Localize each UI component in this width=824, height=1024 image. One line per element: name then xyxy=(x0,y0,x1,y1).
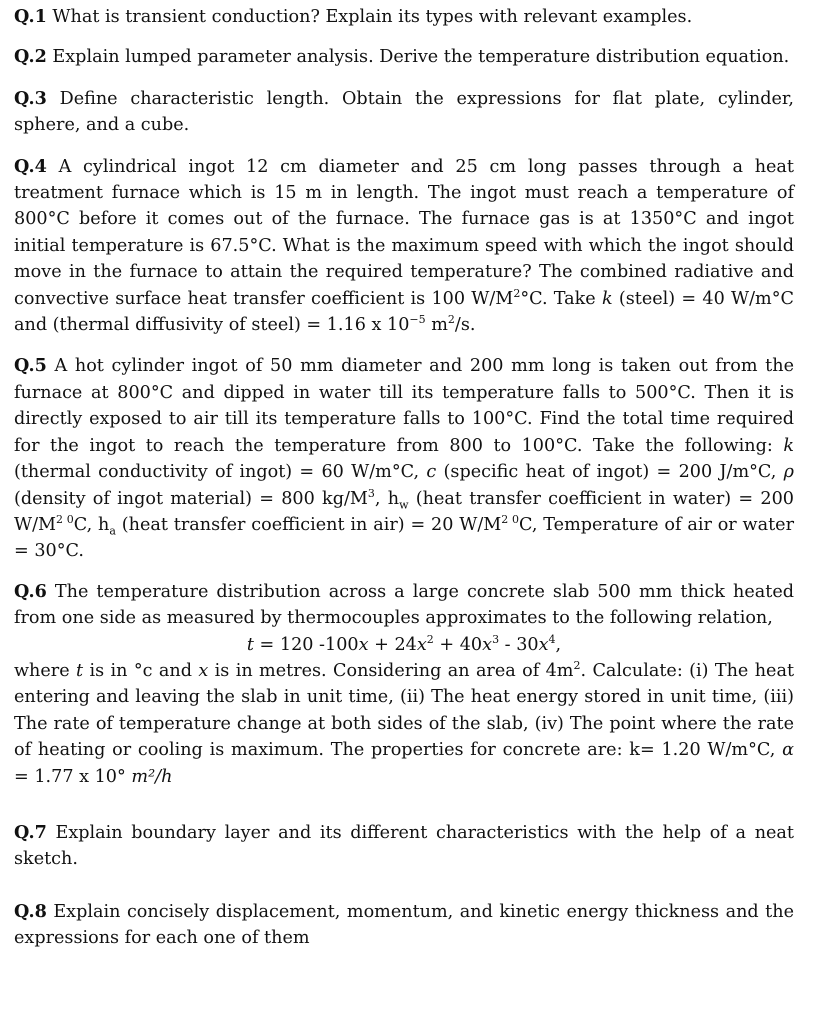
question-text: (heat transfer coefficient in air) = 20 W/M xyxy=(115,514,502,535)
question-text: , h xyxy=(374,488,400,509)
question-text: = 1.77 x 10° xyxy=(14,766,132,787)
symbol-k: k xyxy=(601,288,613,309)
question-text: °C. Take xyxy=(520,288,602,309)
question-1 xyxy=(14,4,794,30)
question-number: Q.3 xyxy=(14,87,47,109)
question-7 xyxy=(14,820,794,873)
symbol-x: x xyxy=(198,660,209,681)
question-text: C, h xyxy=(73,514,110,535)
question-text: C, Temperature of air or water = 30°C. xyxy=(14,514,794,562)
question-text: /s. xyxy=(454,315,476,336)
question-number: Q.7 xyxy=(14,821,47,843)
question-text: A hot cylinder ingot of 50 mm diameter and 200 mm long is taken out from the furnace at 800°C and dipped in water till its temperature falls to 500°C. Then it is directly exposed to air till its temperature falls to 100°C. Find the total time required for the ingot to reach the temperature from 800 to 100°C. Take the following: xyxy=(14,356,794,456)
question-text: The temperature distribution across a large concrete slab 500 mm thick heated from one side as measured by thermocouples approximates to the following relation, xyxy=(14,581,794,629)
superscript: 2 0 xyxy=(501,513,520,527)
superscript: 3 xyxy=(367,486,375,500)
question-number: Q.1 xyxy=(14,6,47,27)
symbol-rho: ρ xyxy=(783,462,794,483)
superscript: 2 xyxy=(426,632,434,646)
question-text: Explain concisely displacement, momentum, and kinetic energy thickness and the expressions for each one of them xyxy=(14,901,794,949)
eq-part: - 30 xyxy=(499,634,539,655)
eq-part: x xyxy=(482,634,493,655)
superscript: 3 xyxy=(492,632,500,646)
eq-part: = 120 -100 xyxy=(253,634,359,655)
subscript: w xyxy=(399,498,409,512)
eq-part: , xyxy=(555,634,562,655)
unit-m2-per-h: m²/h xyxy=(131,766,173,787)
question-8 xyxy=(14,899,794,952)
eq-part: + 40 xyxy=(433,634,483,655)
question-text: Explain lumped parameter analysis. Derive the temperature distribution equation. xyxy=(46,47,790,68)
question-text: (heat transfer coefficient in water) = 200 W/M xyxy=(14,488,795,535)
superscript: −5 xyxy=(409,313,426,327)
question-text: (thermal conductivity of ingot) = 60 W/m°C, xyxy=(14,462,427,483)
question-5 xyxy=(14,353,794,564)
superscript: 2 xyxy=(573,659,581,673)
question-text: What is transient conduction? Explain its types with relevant examples. xyxy=(46,7,693,27)
question-number: Q.6 xyxy=(14,580,47,602)
question-number: Q.4 xyxy=(14,155,47,177)
question-text: m xyxy=(425,315,448,336)
question-text: is in metres. Considering an area of 4m xyxy=(208,660,574,681)
question-text: . Calculate: (i) The heat entering and leaving the slab in unit time, (ii) The heat energy stored in unit time, (iii) The rate of temperature change at both sides of the slab, (iv) The point where the rate of heating or cooling is maximum. The properties for concrete are: k= 1.20 W/m°C, xyxy=(14,660,795,761)
question-text: (density of ingot material) = 800 kg/M xyxy=(14,488,368,509)
question-text: Define characteristic length. Obtain the expressions for flat plate, cylinder, sphere, and a cube. xyxy=(14,88,794,136)
question-4 xyxy=(14,154,794,339)
symbol-c: c xyxy=(426,462,437,483)
eq-part: t xyxy=(246,634,254,655)
question-6 xyxy=(14,579,794,790)
eq-part: x xyxy=(416,634,427,655)
question-2 xyxy=(14,44,794,70)
question-6-intro xyxy=(14,579,794,632)
question-text: is in °c and xyxy=(83,660,199,681)
symbol-k: k xyxy=(783,435,794,456)
temperature-equation xyxy=(14,632,794,658)
question-number: Q.5 xyxy=(14,355,47,377)
question-text: (specific heat of ingot) = 200 J/m°C, xyxy=(436,462,784,483)
superscript: 4 xyxy=(548,632,556,646)
question-number: Q.2 xyxy=(14,46,47,68)
question-6-body xyxy=(14,658,794,790)
question-3 xyxy=(14,86,794,139)
question-text: Explain boundary layer and its different characteristics with the help of a neat sketch. xyxy=(14,822,794,870)
symbol-alpha: α xyxy=(782,740,794,761)
eq-part: x xyxy=(358,634,369,655)
question-number: Q.8 xyxy=(14,900,47,922)
superscript: 2 xyxy=(513,286,521,300)
question-text: where xyxy=(14,660,77,681)
superscript: 2 0 xyxy=(56,513,74,527)
eq-part: x xyxy=(538,634,549,655)
eq-part: + 24 xyxy=(368,634,417,655)
superscript: 2 xyxy=(447,313,455,327)
question-text: (steel) = 40 W/m°C and (thermal diffusivity of steel) = 1.16 x 10 xyxy=(14,288,794,336)
symbol-t: t xyxy=(76,660,84,681)
subscript: a xyxy=(109,524,116,538)
question-text: A cylindrical ingot 12 cm diameter and 25 cm long passes through a heat treatment furnace which is 15 m in length. The ingot must reach a temperature of 800°C before it comes out of the furnace. The furnace gas is at 1350°C and ingot initial temperature is 67.5°C. What is the maximum speed with which the ingot should move in the furnace to attain the required temperature? The combined radiative and convective surface heat transfer coefficient is 100 W/M xyxy=(14,156,794,309)
